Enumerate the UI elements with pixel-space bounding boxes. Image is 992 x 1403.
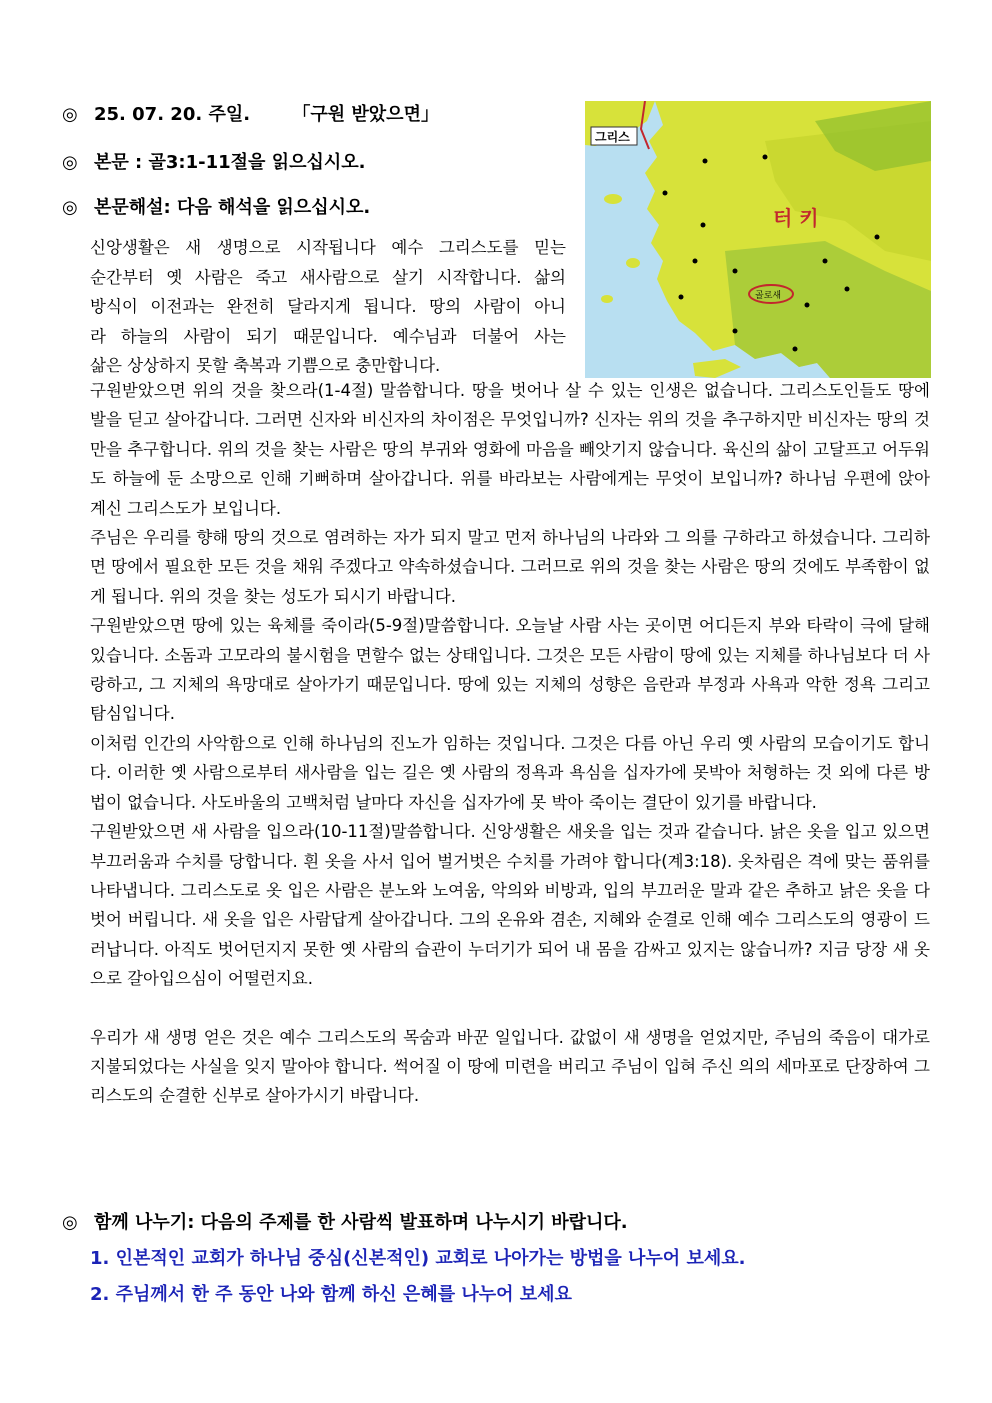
interpretation-heading [62,193,370,219]
scripture-line [62,148,365,174]
map-label-colossae: 골로새 [755,291,782,301]
map-of-asia-minor [585,101,931,378]
bullet-mark: ◎ [62,197,78,218]
interpretation-label: 본문해설: 다음 해석을 읽으십시오. [94,197,371,218]
intro-paragraph [90,233,566,381]
scripture-reference: 본문 : 골3:1-11절을 읽으십시오. [94,152,366,173]
bullet-mark: ◎ [62,152,78,173]
body-paragraph: 구원받았으면 새 사람을 입으라(10-11절)말씀합니다. 신앙생활은 새옷을 입는 것과 같습니다. 낡은 옷을 입고 있으면 부끄러움과 수치를 당합니다. 흰 옷을 사서 입어 벌거벗은 수치를 가려야 합니다(계3:18). 옷차림은 격에 맞는 품위를 나타냅니다. 그리스도로 옷 입은 사람은 분노와 노여움, 악의와 비방과, 입의 부끄러운 말과 같은 추하고 낡은 옷을 다 벗어 버립니다. 새 옷을 입은 사람답게 살아갑니다. 그의 온유와 겸손, 지혜와 순결로 인해 예수 그리스도의 영광이 드러납니다. 아직도 벗어던지지 못한 옛 사람의 습관이 누더기가 되어 내 몸을 감싸고 있지는 않습니까? 지금 당장 새 옷으로 갈아입으심이 어떨런지요. [90,822,930,989]
bullet-mark: ◎ [62,104,78,125]
map-label-turkey: 터 키 [773,206,819,230]
title-line [62,100,439,126]
sharing-topic-2: 2. 주님께서 한 주 동안 나와 함께 하신 은혜를 나누어 보세요 [90,1284,572,1305]
closing-paragraph: 우리가 새 생명 얻은 것은 예수 그리스도의 목숨과 바꾼 일입니다. 값없이 새 생명을 얻었지만, 주님의 죽음이 대가로 지불되었다는 사실을 잊지 말아야 합니다. 썩어질 이 땅에 미련을 버리고 주님이 입혀 주신 의의 세마포로 단장하여 그리스도의 순결한 신부로 살아가시기 바랍니다. [90,1027,930,1106]
map-illustration [585,101,931,378]
sharing-topic-1: 1. 인본적인 교회가 하나님 중심(신본적인) 교회로 나아가는 방법을 나누어 보세요. [90,1248,746,1269]
sermon-title: 「구원 받았으면」 [292,104,439,125]
intro-line: 방식이 이전과는 완전히 달라지게 됩니다. 땅의 사람이 아니 [90,297,566,317]
sharing-heading [62,1208,628,1234]
intro-line: 라 하늘의 사람이 되기 때문입니다. 예수님과 더불어 사는 [90,326,566,346]
sermon-body [90,376,930,1111]
map-label-greece: 그리스 [595,130,630,144]
intro-line: 순간부터 옛 사람은 죽고 새사람으로 살기 시작합니다. 삶의 [90,267,566,287]
body-paragraph: 이처럼 인간의 사악함으로 인해 하나님의 진노가 임하는 것입니다. 그것은 다름 아닌 우리 옛 사람의 모습이기도 합니다. 이러한 옛 사람으로부터 새사람을 입는 길은 옛 사람의 정욕과 욕심을 십자가에 못박아 처형하는 것 외에 다른 방법이 없습니다. 사도바울의 고백처럼 날마다 자신을 십자가에 못 박아 죽이는 결단이 있기를 바랍니다. [90,733,930,812]
bullet-mark: ◎ [62,1212,78,1233]
service-date: 25. 07. 20. 주일. [94,104,251,125]
body-paragraph: 주님은 우리를 향해 땅의 것으로 염려하는 자가 되지 말고 먼저 하나님의 나라와 그 의를 구하라고 하셨습니다. 그리하면 땅에서 필요한 모든 것을 채워 주겠다고 약속하셨습니다. 그러므로 위의 것을 찾는 사람은 땅의 것에도 부족함이 없게 됩니다. 위의 것을 찾는 성도가 되시기 바랍니다. [90,528,930,606]
sharing-label: 함께 나누기: 다음의 주제를 한 사람씩 발표하며 나누시기 바랍니다. [94,1212,628,1233]
intro-line: 신앙생활은 새 생명으로 시작됩니다 예수 그리스도를 믿는 [90,238,566,257]
body-paragraph: 구원받았으면 위의 것을 찾으라(1-4절) 말씀합니다. 땅을 벗어나 살 수 있는 인생은 없습니다. 그리스도인들도 땅에 발을 딛고 살아갑니다. 그러면 신자와 비신자의 차이점은 무엇입니까? 신자는 위의 것을 추구하지만 비신자는 땅의 것만을 추구합니다. 위의 것을 찾는 사람은 땅의 부귀와 영화에 마음을 빼앗기지 않습니다. 육신의 삶이 고달프고 어두워도 하늘에 둔 소망으로 인해 기뻐하며 살아갑니다. 위를 바라보는 사람에게는 무엇이 보입니까? 하나님 우편에 앉아 계신 그리스도가 보입니다. [90,381,930,518]
intro-line: 삶은 상상하지 못할 축복과 기쁨으로 충만합니다. [90,356,441,376]
body-paragraph: 구원받았으면 땅에 있는 육체를 죽이라(5-9절)말씀합니다. 오늘날 사람 사는 곳이면 어디든지 부와 타락이 극에 달해 있습니다. 소돔과 고모라의 불시험을 면할수 없는 상태입니다. 그것은 모든 사람이 땅에 있는 지체를 하나님보다 더 사랑하고, 그 지체의 욕망대로 살아가기 때문입니다. 땅에 있는 지체의 성향은 음란과 부정과 사욕과 악한 정욕 그리고 탐심입니다. [90,616,930,724]
